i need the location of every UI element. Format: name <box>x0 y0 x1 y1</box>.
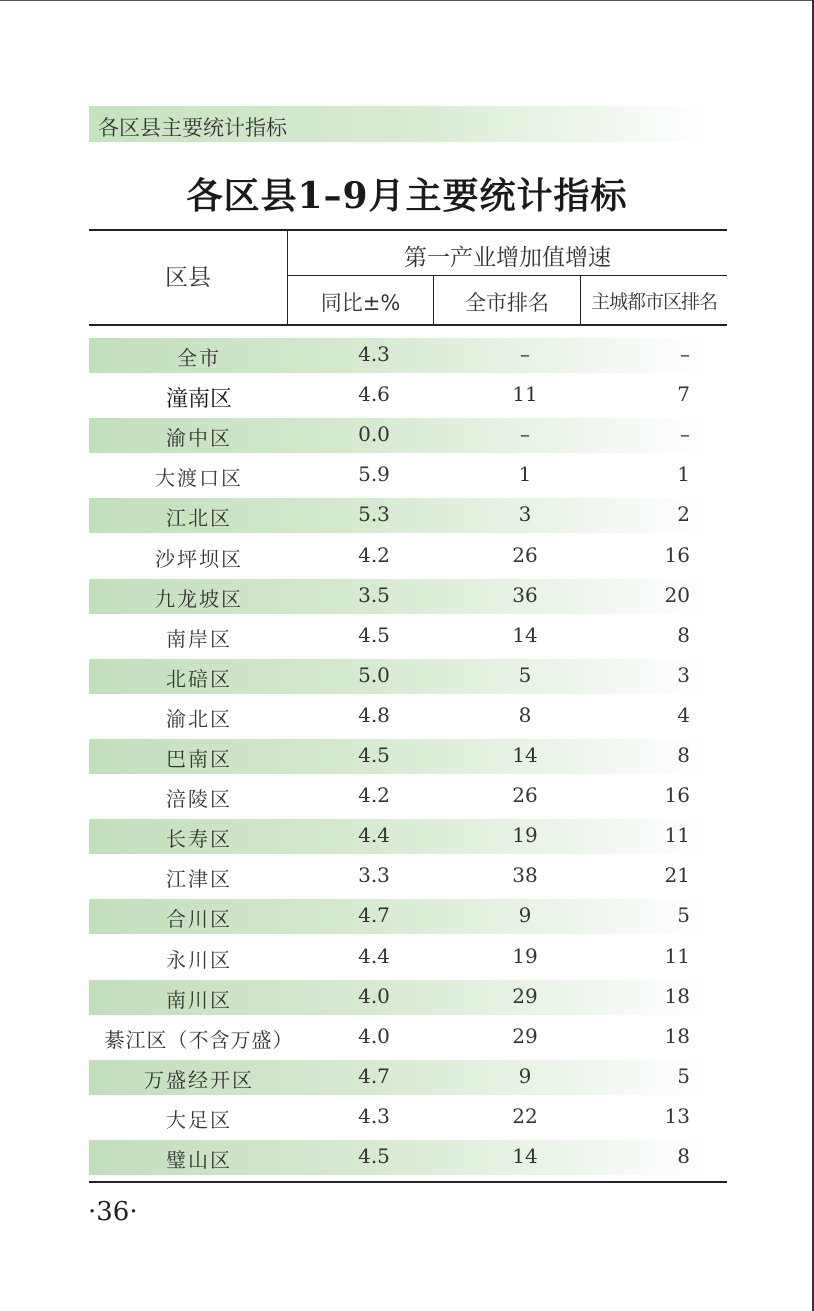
table-cell-main-urban-rank: 11 <box>664 944 690 968</box>
table-cell-yoy: 4.5 <box>358 623 390 647</box>
table-cell-yoy: 4.0 <box>358 1024 390 1048</box>
section-banner <box>89 106 709 142</box>
table-cell-county: 渝中区 <box>166 426 232 450</box>
table-cell-county: 江北区 <box>166 506 232 530</box>
header-main-urban-rank: 主城都市区排名 <box>590 291 717 313</box>
table-cell-yoy: 5.0 <box>358 663 390 687</box>
table-cell-main-urban-rank: 4 <box>677 703 690 727</box>
table-cell-yoy: 3.5 <box>358 583 390 607</box>
table-cell-city-rank: 1 <box>518 462 532 486</box>
group-header-rule <box>288 275 727 276</box>
table-cell-yoy: 4.8 <box>358 703 390 727</box>
table-cell-county: 綦江区（不含万盛） <box>104 1028 294 1052</box>
table-cell-city-rank: 14 <box>512 1144 538 1168</box>
header-primary-industry-growth: 第一产业增加值增速 <box>404 245 611 271</box>
table-cell-county: 大渡口区 <box>155 466 243 490</box>
table-cell-main-urban-rank: 3 <box>677 663 690 687</box>
table-cell-main-urban-rank: – <box>680 422 690 446</box>
table-cell-main-urban-rank: 20 <box>664 583 690 607</box>
table-cell-county: 万盛经开区 <box>144 1068 254 1092</box>
table-cell-yoy: 4.4 <box>358 944 390 968</box>
table-cell-county: 九龙坡区 <box>155 587 243 611</box>
table-cell-city-rank: 26 <box>512 543 538 567</box>
page-number: ·36· <box>88 1197 138 1227</box>
table-cell-county: 合川区 <box>166 907 232 931</box>
table-cell-main-urban-rank: 21 <box>664 863 690 887</box>
table-cell-yoy: 4.3 <box>358 342 390 366</box>
table-cell-yoy: 4.7 <box>358 1064 390 1088</box>
table-cell-county: 北碚区 <box>166 667 232 691</box>
header-bottom-rule <box>89 324 727 326</box>
page-frame-top <box>0 0 813 1</box>
section-banner-text: 各区县主要统计指标 <box>98 116 287 140</box>
table-cell-county: 大足区 <box>166 1108 232 1132</box>
table-cell-city-rank: 9 <box>518 1064 532 1088</box>
table-cell-yoy: 4.2 <box>358 783 390 807</box>
header-yoy: 同比±% <box>320 291 401 315</box>
table-cell-yoy: 4.4 <box>358 823 390 847</box>
table-cell-main-urban-rank: 7 <box>677 382 690 406</box>
table-cell-main-urban-rank: 2 <box>677 502 690 526</box>
table-cell-county: 南岸区 <box>166 627 232 651</box>
table-cell-yoy: 4.6 <box>358 382 390 406</box>
table-cell-yoy: 3.3 <box>358 863 390 887</box>
table-cell-city-rank: 36 <box>512 583 538 607</box>
table-cell-main-urban-rank: 5 <box>677 903 690 927</box>
table-cell-city-rank: 26 <box>512 783 538 807</box>
table-cell-city-rank: 14 <box>512 743 538 767</box>
table-cell-yoy: 4.0 <box>358 984 390 1008</box>
table-cell-city-rank: 38 <box>512 863 538 887</box>
table-cell-city-rank: 9 <box>518 903 532 927</box>
header-city-rank: 全市排名 <box>465 291 549 315</box>
table-cell-city-rank: 3 <box>518 502 532 526</box>
table-cell-yoy: 4.3 <box>358 1104 390 1128</box>
table-cell-county: 长寿区 <box>166 827 232 851</box>
table-cell-yoy: 0.0 <box>358 422 390 446</box>
table-cell-city-rank: 29 <box>512 984 538 1008</box>
table-cell-main-urban-rank: 16 <box>664 543 690 567</box>
table-cell-main-urban-rank: 8 <box>677 743 690 767</box>
table-cell-main-urban-rank: 8 <box>677 623 690 647</box>
table-cell-main-urban-rank: 11 <box>664 823 690 847</box>
table-cell-county: 南川区 <box>166 988 232 1012</box>
table-cell-main-urban-rank: 16 <box>664 783 690 807</box>
table-cell-yoy: 5.9 <box>358 462 390 486</box>
table-cell-main-urban-rank: 8 <box>677 1144 690 1168</box>
table-cell-city-rank: 19 <box>512 944 538 968</box>
table-cell-city-rank: – <box>520 422 530 446</box>
table-cell-yoy: 4.5 <box>358 1144 390 1168</box>
table-cell-county: 永川区 <box>166 948 232 972</box>
table-cell-county: 全市 <box>177 346 221 370</box>
table-cell-city-rank: 11 <box>512 382 538 406</box>
table-cell-city-rank: 22 <box>512 1104 538 1128</box>
table-cell-yoy: 4.2 <box>358 543 390 567</box>
table-cell-city-rank: 8 <box>518 703 532 727</box>
table-cell-city-rank: 29 <box>512 1024 538 1048</box>
table-cell-county: 巴南区 <box>166 747 232 771</box>
table-cell-county: 渝北区 <box>166 707 232 731</box>
table-cell-yoy: 5.3 <box>358 502 390 526</box>
table-cell-county: 沙坪坝区 <box>155 547 243 571</box>
table-cell-county: 璧山区 <box>166 1148 232 1172</box>
table-cell-city-rank: 5 <box>518 663 532 687</box>
table-cell-main-urban-rank: 18 <box>664 1024 690 1048</box>
table-cell-main-urban-rank: 18 <box>664 984 690 1008</box>
table-cell-county: 潼南区 <box>165 387 232 412</box>
table-cell-main-urban-rank: 5 <box>677 1064 690 1088</box>
table-cell-county: 江津区 <box>166 867 232 891</box>
page-title: 各区县1–9月主要统计指标 <box>186 175 628 217</box>
table-cell-city-rank: 19 <box>512 823 538 847</box>
table-cell-yoy: 4.5 <box>358 743 390 767</box>
table-cell-county: 涪陵区 <box>166 787 232 811</box>
table-cell-city-rank: 14 <box>512 623 538 647</box>
header-county: 区县 <box>165 265 211 291</box>
table-cell-main-urban-rank: 1 <box>677 462 690 486</box>
table-cell-main-urban-rank: 13 <box>664 1104 690 1128</box>
table-bottom-rule <box>89 1181 727 1183</box>
table-top-rule <box>89 229 727 231</box>
table-cell-city-rank: – <box>520 342 530 366</box>
table-cell-yoy: 4.7 <box>358 903 390 927</box>
table-cell-main-urban-rank: – <box>680 342 690 366</box>
